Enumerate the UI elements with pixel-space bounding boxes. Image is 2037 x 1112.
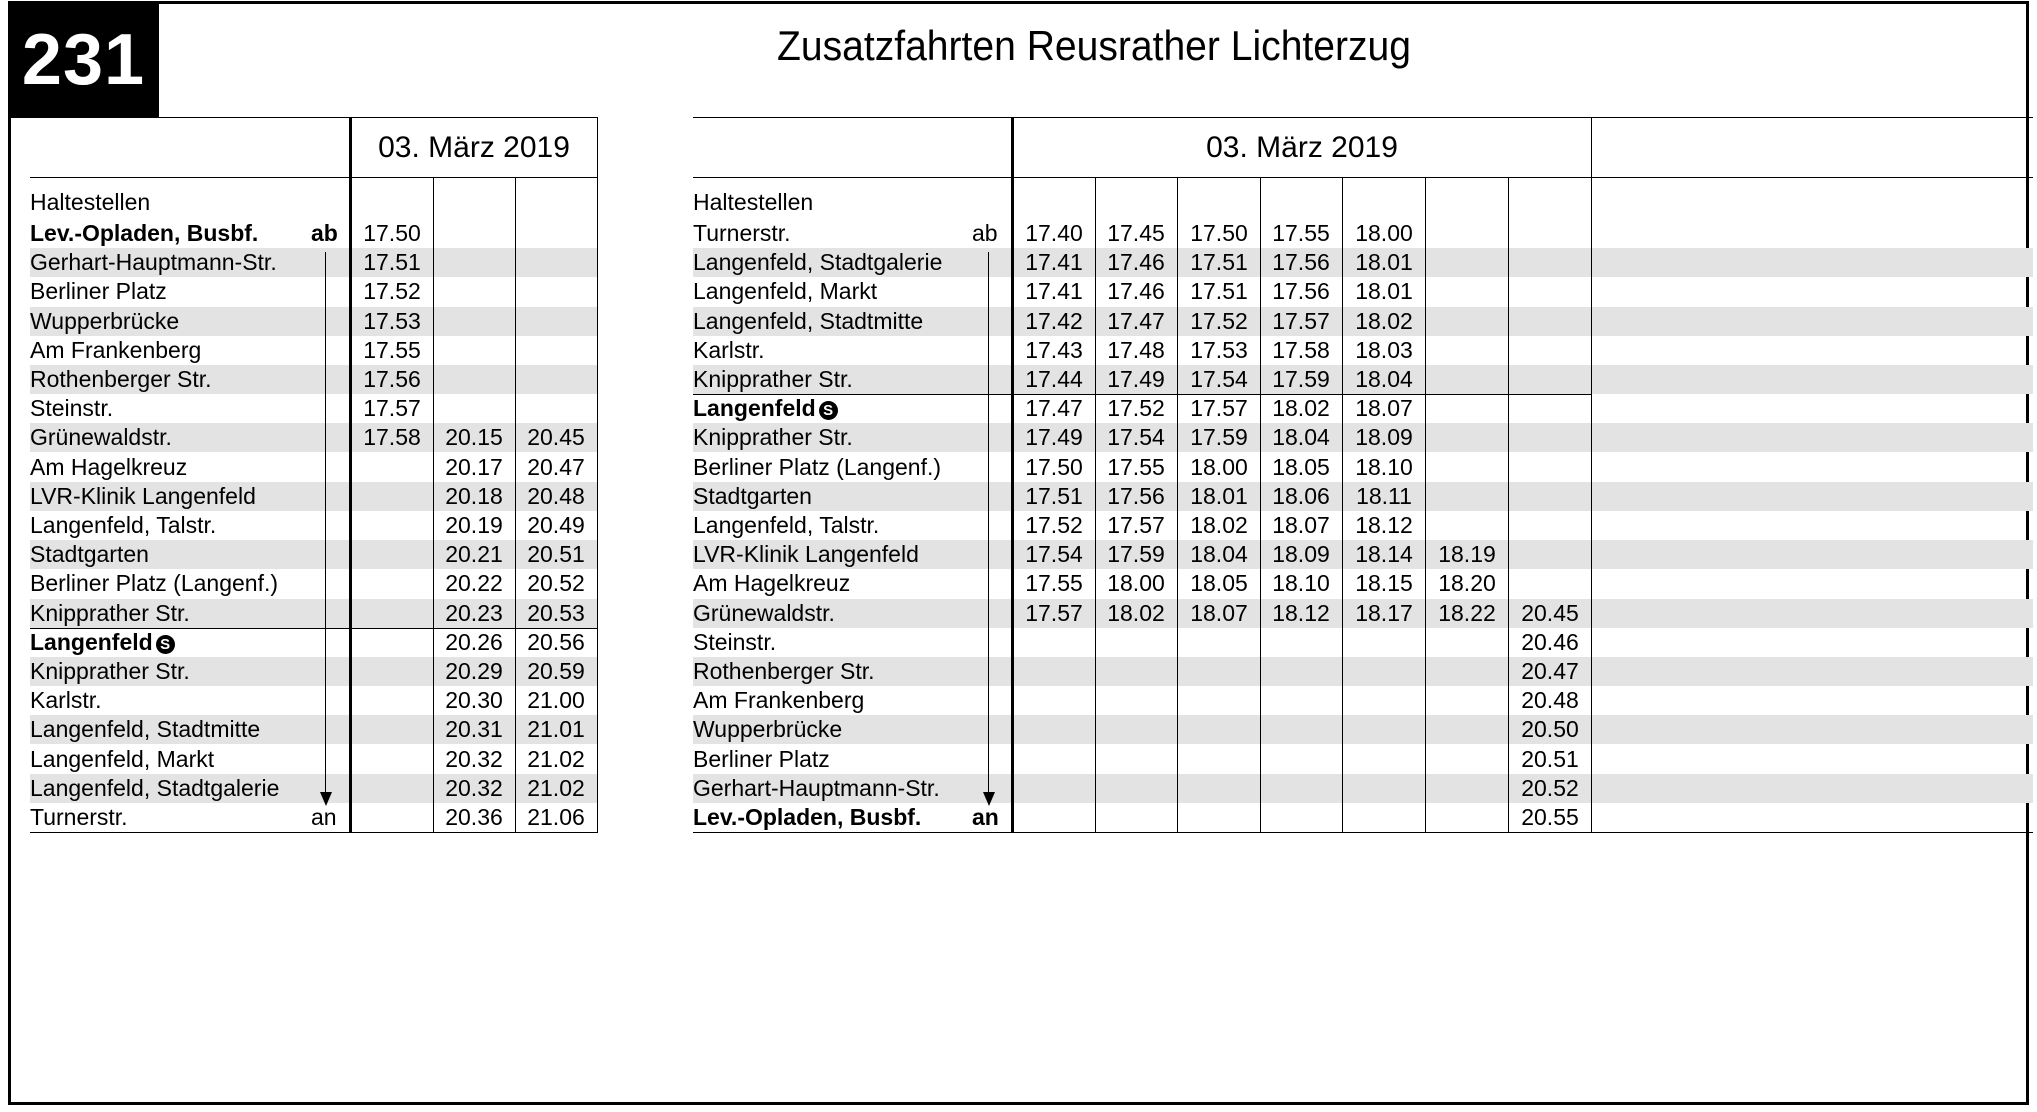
stop-name xyxy=(693,657,875,686)
departure-time: 17.51 xyxy=(1190,249,1248,276)
stop-label: Wupperbrücke xyxy=(693,716,843,743)
header-rule xyxy=(693,177,2033,178)
stop-label: Langenfeld, Markt xyxy=(30,745,215,772)
stop-label: Am Hagelkreuz xyxy=(693,570,851,597)
stop-name xyxy=(693,686,864,715)
stop-name xyxy=(30,248,277,277)
stop-label: Am Hagelkreuz xyxy=(30,453,188,480)
departure-time: 18.01 xyxy=(1355,249,1413,276)
stop-name xyxy=(30,365,212,394)
departure-time: 21.02 xyxy=(527,774,585,801)
departure-time: 17.54 xyxy=(1190,366,1248,392)
table-top-rule xyxy=(693,117,2033,118)
departure-time: 18.10 xyxy=(1272,570,1330,597)
departure-time: 20.50 xyxy=(1521,716,1579,743)
departure-time: 17.55 xyxy=(1107,453,1165,480)
stop-name xyxy=(693,307,923,336)
table-bottom-rule xyxy=(693,832,2033,833)
departure-time: 17.55 xyxy=(1025,570,1083,597)
stop-label: Rothenberger Str. xyxy=(30,366,212,392)
stop-name xyxy=(693,803,921,832)
arrival-marker: an xyxy=(972,804,999,830)
stop-label: Knipprather Str. xyxy=(693,424,853,451)
departure-time: 18.05 xyxy=(1190,570,1248,597)
departure-time: 18.06 xyxy=(1272,482,1330,509)
departure-time: 20.23 xyxy=(445,599,503,626)
stop-name xyxy=(30,511,216,540)
departure-time: 17.54 xyxy=(1025,541,1083,568)
stops-header: Haltestellen xyxy=(693,189,814,215)
departure-time: 20.32 xyxy=(445,745,503,772)
departure-time: 20.52 xyxy=(1521,774,1579,801)
stop-label: Lev.-Opladen, Busbf. xyxy=(693,804,922,830)
departure-time: 17.53 xyxy=(363,307,421,334)
departure-time: 18.07 xyxy=(1272,512,1330,538)
stop-label: Rothenberger Str. xyxy=(693,658,875,684)
departure-time: 17.57 xyxy=(363,395,421,422)
stop-label: Langenfeld, Stadtmitte xyxy=(693,307,924,334)
departure-time: 17.54 xyxy=(1107,424,1165,451)
stop-label: Gerhart-Hauptmann-Str. xyxy=(30,249,277,276)
stop-name xyxy=(693,715,842,744)
departure-time: 20.32 xyxy=(445,774,503,801)
departure-time: 18.01 xyxy=(1355,278,1413,305)
stop-name xyxy=(693,511,879,540)
stop-label: Am Frankenberg xyxy=(693,687,865,714)
stop-label: Berliner Platz xyxy=(30,278,167,305)
stop-label: Wupperbrücke xyxy=(30,307,180,334)
departure-time: 18.02 xyxy=(1272,395,1330,422)
stop-label: Am Frankenberg xyxy=(30,336,202,363)
departure-time: 17.56 xyxy=(1272,278,1330,305)
departure-time: 18.00 xyxy=(1355,220,1413,246)
departure-time: 18.00 xyxy=(1107,570,1165,597)
stop-label: Knipprather Str. xyxy=(30,599,190,626)
departure-time: 17.43 xyxy=(1025,336,1083,363)
departure-time: 17.56 xyxy=(1272,249,1330,276)
departure-time: 18.01 xyxy=(1190,482,1248,509)
departure-time: 17.57 xyxy=(1272,307,1330,334)
stop-name xyxy=(30,307,179,336)
departure-time: 18.17 xyxy=(1355,599,1413,626)
departure-time: 17.51 xyxy=(1190,278,1248,305)
stop-label: LVR-Klinik Langenfeld xyxy=(30,482,256,509)
stop-name xyxy=(693,540,919,569)
departure-time: 20.51 xyxy=(1521,745,1579,772)
stop-label: Knipprather Str. xyxy=(693,366,853,392)
departure-time: 17.49 xyxy=(1025,424,1083,451)
departure-time: 20.31 xyxy=(445,716,503,743)
departure-time: 17.46 xyxy=(1107,249,1165,276)
direction-arrow-icon xyxy=(320,792,332,806)
departure-time: 18.15 xyxy=(1355,570,1413,597)
departure-time: 17.57 xyxy=(1025,599,1083,626)
departure-time: 17.46 xyxy=(1107,278,1165,305)
departure-time: 17.55 xyxy=(1272,220,1330,246)
stop-name xyxy=(30,715,260,744)
stop-label: Karlstr. xyxy=(693,336,765,363)
departure-time: 17.48 xyxy=(1107,336,1165,363)
departure-time: 18.19 xyxy=(1438,541,1496,568)
stop-label: Turnerstr. xyxy=(30,804,128,830)
departure-time: 21.06 xyxy=(527,804,585,830)
stop-label: Lev.-Opladen, Busbf. xyxy=(30,220,259,246)
departure-time: 18.12 xyxy=(1355,512,1413,538)
departure-time: 18.20 xyxy=(1438,570,1496,597)
stop-label: Grünewaldstr. xyxy=(693,599,835,626)
departure-time: 18.02 xyxy=(1190,512,1248,538)
stop-label: Knipprather Str. xyxy=(30,658,190,684)
departure-time: 18.09 xyxy=(1355,424,1413,451)
row-shading xyxy=(693,715,2033,744)
row-shading xyxy=(693,657,2033,686)
departure-time: 20.45 xyxy=(527,424,585,451)
departure-time: 20.47 xyxy=(1521,658,1579,684)
stop-name xyxy=(693,745,830,774)
departure-time: 17.57 xyxy=(1107,512,1165,538)
departure-time: 18.07 xyxy=(1190,599,1248,626)
s-bahn-icon: S xyxy=(819,401,838,420)
departure-time: 17.52 xyxy=(363,278,421,305)
stop-label: Steinstr. xyxy=(30,395,114,422)
departure-time: 20.49 xyxy=(527,512,585,538)
departure-time: 17.58 xyxy=(1272,336,1330,363)
date-header: 03. März 2019 xyxy=(1206,131,1398,164)
direction-arrow-line xyxy=(325,252,326,794)
departure-time: 18.04 xyxy=(1272,424,1330,451)
departure-time: 20.46 xyxy=(1521,628,1579,655)
departure-time: 17.59 xyxy=(1190,424,1248,451)
departure-time: 20.17 xyxy=(445,453,503,480)
departure-time: 17.40 xyxy=(1025,220,1083,246)
departure-time: 18.09 xyxy=(1272,541,1330,568)
departure-time: 21.01 xyxy=(527,716,585,743)
departure-time: 17.51 xyxy=(1025,482,1083,509)
stop-name xyxy=(30,803,128,832)
stop-label: Steinstr. xyxy=(693,628,777,655)
departure-time: 18.07 xyxy=(1355,395,1413,422)
departure-time: 20.15 xyxy=(445,424,503,451)
arrival-marker: an xyxy=(311,804,337,830)
departure-time: 20.45 xyxy=(1521,599,1579,626)
stop-name xyxy=(30,277,167,306)
stop-label: Langenfeld xyxy=(30,628,153,655)
departure-time: 17.50 xyxy=(1025,453,1083,480)
departure-time: 17.47 xyxy=(1107,307,1165,334)
stop-label: Langenfeld, Stadtgalerie xyxy=(30,774,280,801)
departure-time: 17.52 xyxy=(1025,512,1083,538)
departure-time: 17.56 xyxy=(1107,482,1165,509)
departure-time: 20.19 xyxy=(445,512,503,538)
stop-name xyxy=(30,394,113,423)
stop-label: Langenfeld, Talstr. xyxy=(30,512,217,538)
stop-name xyxy=(693,774,940,803)
stop-name xyxy=(30,686,102,715)
departure-time: 18.10 xyxy=(1355,453,1413,480)
departure-time: 17.59 xyxy=(1107,541,1165,568)
stop-label: Berliner Platz (Langenf.) xyxy=(693,453,942,480)
departure-time: 17.41 xyxy=(1025,249,1083,276)
stop-label: Karlstr. xyxy=(30,687,102,714)
departure-time: 20.51 xyxy=(527,541,585,568)
table-top-rule xyxy=(30,117,598,118)
departure-time: 18.12 xyxy=(1272,599,1330,626)
stop-name xyxy=(693,336,765,365)
departure-time: 20.22 xyxy=(445,570,503,597)
departure-time: 17.52 xyxy=(1190,307,1248,334)
departure-time: 17.42 xyxy=(1025,307,1083,334)
route-number: 231 xyxy=(8,1,159,118)
stop-label: Langenfeld, Talstr. xyxy=(693,512,880,538)
stop-label: Berliner Platz (Langenf.) xyxy=(30,570,279,597)
stop-name xyxy=(693,569,850,598)
departure-time: 20.55 xyxy=(1521,804,1579,830)
departure-time: 17.50 xyxy=(1190,220,1248,246)
stop-name xyxy=(30,336,201,365)
departure-time: 18.02 xyxy=(1107,599,1165,626)
departure-marker: ab xyxy=(972,220,998,246)
time-column-divider xyxy=(1425,177,1426,832)
stops-header: Haltestellen xyxy=(30,189,151,215)
stop-name xyxy=(693,277,877,306)
departure-time: 20.48 xyxy=(527,482,585,509)
s-bahn-icon: S xyxy=(156,635,175,654)
departure-time: 17.41 xyxy=(1025,278,1083,305)
direction-arrow-line xyxy=(988,252,989,794)
departure-time: 18.05 xyxy=(1272,453,1330,480)
stop-name xyxy=(30,423,172,452)
stop-name xyxy=(693,423,853,452)
departure-time: 20.29 xyxy=(445,658,503,684)
departure-time: 17.50 xyxy=(363,220,421,246)
departure-time: 21.00 xyxy=(527,687,585,714)
departure-time: 18.04 xyxy=(1355,366,1413,392)
departure-time: 17.44 xyxy=(1025,366,1083,392)
departure-time: 20.18 xyxy=(445,482,503,509)
stop-name xyxy=(30,745,214,774)
departure-time: 17.52 xyxy=(1107,395,1165,422)
departure-time: 18.02 xyxy=(1355,307,1413,334)
departure-time: 18.22 xyxy=(1438,599,1496,626)
stop-label: Stadtgarten xyxy=(30,541,149,568)
stop-name xyxy=(693,219,791,248)
stop-name xyxy=(693,599,835,628)
departure-time: 20.59 xyxy=(527,658,585,684)
departure-time: 18.00 xyxy=(1190,453,1248,480)
stop-label: Langenfeld, Stadtgalerie xyxy=(693,249,943,276)
stop-label: Langenfeld, Markt xyxy=(693,278,878,305)
stop-name xyxy=(30,569,278,598)
stop-name xyxy=(30,540,149,569)
time-column-divider xyxy=(597,117,598,832)
departure-time: 20.53 xyxy=(527,599,585,626)
stop-name xyxy=(693,394,838,423)
departure-time: 18.14 xyxy=(1355,541,1413,568)
stop-label: Langenfeld, Stadtmitte xyxy=(30,716,261,743)
stop-label: Turnerstr. xyxy=(693,220,791,246)
page-title: Zusatzfahrten Reusrather Lichterzug xyxy=(777,22,1411,69)
departure-time: 17.51 xyxy=(363,249,421,276)
departure-time: 20.36 xyxy=(445,804,503,830)
stop-label: Stadtgarten xyxy=(693,482,812,509)
departure-time: 17.45 xyxy=(1107,220,1165,246)
stop-name xyxy=(30,657,190,686)
date-header: 03. März 2019 xyxy=(378,131,570,164)
stop-name xyxy=(30,482,256,511)
departure-time: 20.47 xyxy=(527,453,585,480)
departure-time: 17.55 xyxy=(363,336,421,363)
stop-label: Berliner Platz xyxy=(693,745,830,772)
direction-arrow-icon xyxy=(983,792,995,806)
departure-time: 17.59 xyxy=(1272,366,1330,392)
table-bottom-rule xyxy=(30,832,598,833)
departure-time: 20.30 xyxy=(445,687,503,714)
time-column-divider xyxy=(1591,117,1592,832)
departure-time: 17.53 xyxy=(1190,336,1248,363)
stop-label: Langenfeld xyxy=(693,395,816,422)
departure-time: 17.49 xyxy=(1107,366,1165,392)
departure-time: 20.26 xyxy=(445,628,503,655)
departure-marker: ab xyxy=(311,220,338,246)
departure-time: 18.04 xyxy=(1190,541,1248,568)
stop-name xyxy=(30,219,258,248)
stop-name xyxy=(693,482,812,511)
stop-name xyxy=(30,774,279,803)
departure-time: 17.58 xyxy=(363,424,421,451)
departure-time: 18.11 xyxy=(1356,482,1412,509)
departure-time: 21.02 xyxy=(527,745,585,772)
departure-time: 17.56 xyxy=(363,366,421,392)
departure-time: 18.03 xyxy=(1355,336,1413,363)
departure-time: 20.21 xyxy=(445,541,503,568)
stop-name xyxy=(693,248,942,277)
departure-time: 17.47 xyxy=(1025,395,1083,422)
stop-name xyxy=(693,453,941,482)
departure-time: 17.57 xyxy=(1190,395,1248,422)
departure-time: 20.52 xyxy=(527,570,585,597)
stop-name xyxy=(693,628,776,657)
stop-label: Gerhart-Hauptmann-Str. xyxy=(693,774,940,801)
header-rule xyxy=(30,177,598,178)
stop-label: Grünewaldstr. xyxy=(30,424,172,451)
departure-time: 20.56 xyxy=(527,628,585,655)
stop-name xyxy=(30,453,187,482)
stop-name xyxy=(693,365,853,394)
stop-name xyxy=(30,628,175,657)
departure-time: 20.48 xyxy=(1521,687,1579,714)
stop-name xyxy=(30,599,190,628)
stop-label: LVR-Klinik Langenfeld xyxy=(693,541,919,568)
